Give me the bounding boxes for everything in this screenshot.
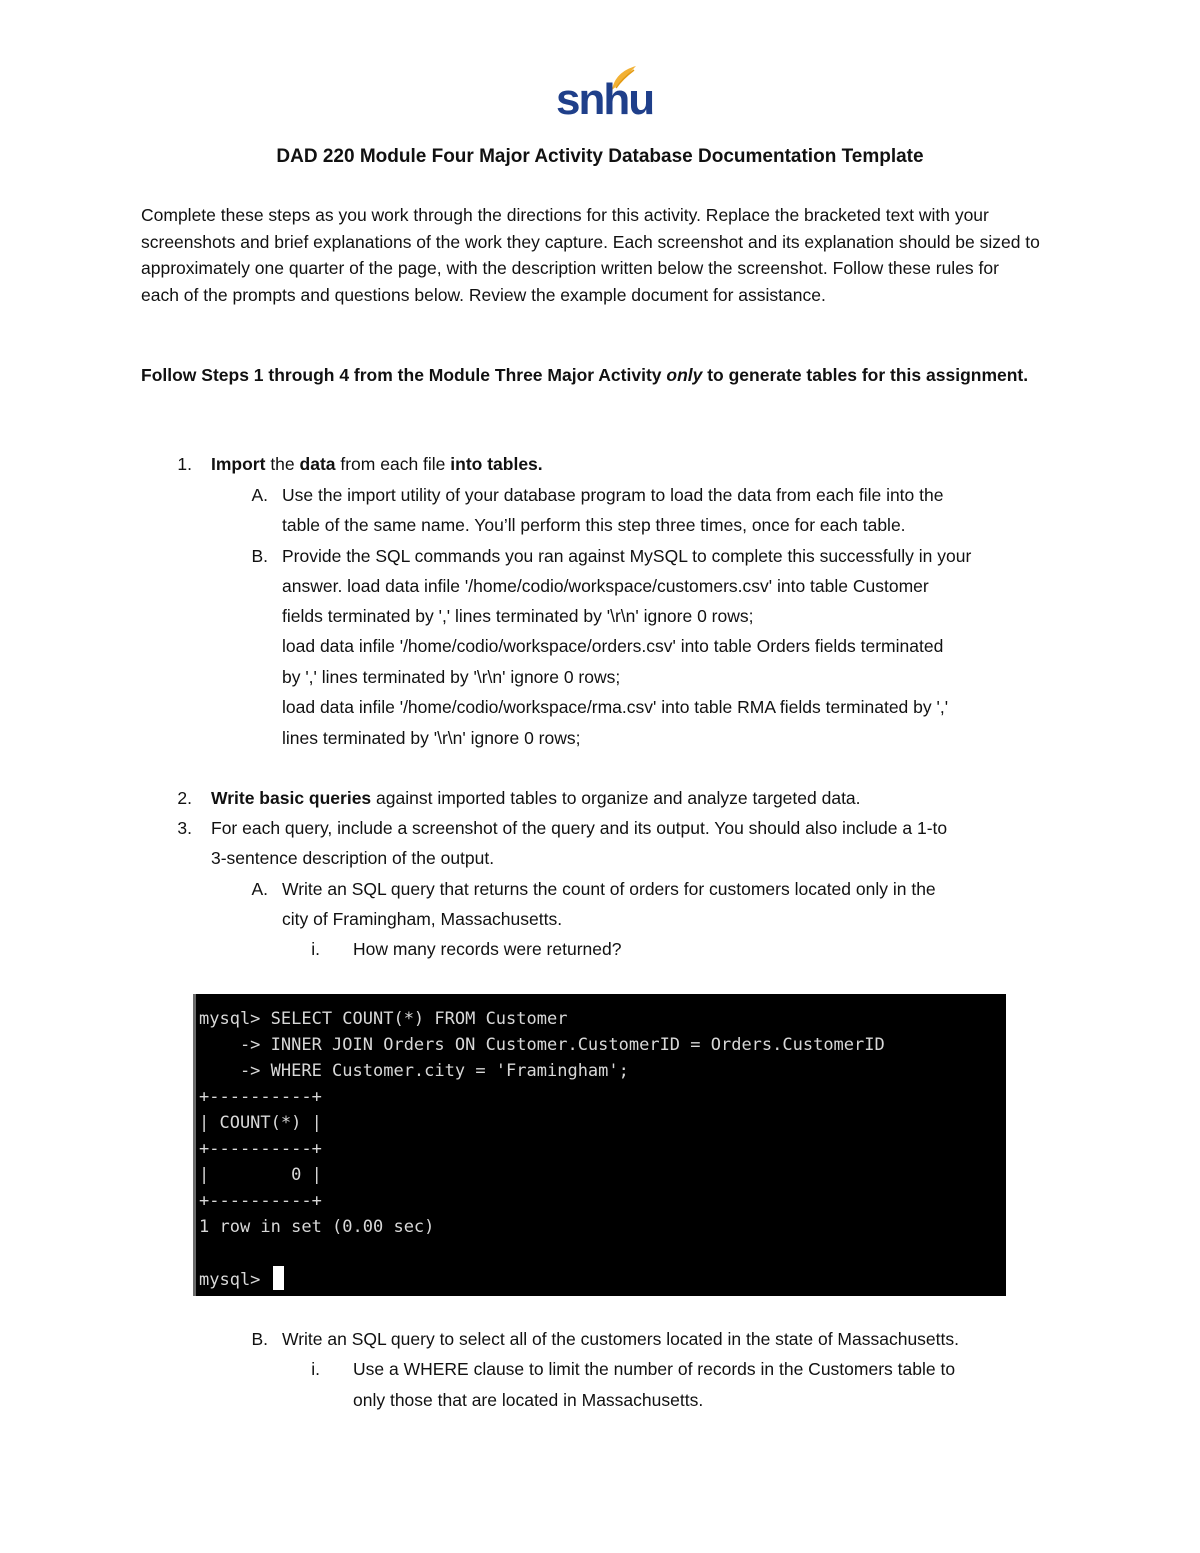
terminal-line: | 0 | (199, 1165, 322, 1185)
step-3a-line-1: Write an SQL query that returns the count of orders for customers located only in the (282, 879, 936, 899)
step-3a-i-marker: i. (311, 939, 320, 959)
step-2-text (211, 783, 861, 813)
terminal-line: +----------+ (199, 1191, 322, 1211)
step-1a-marker: A. (251, 485, 268, 505)
step-1-mid-1: the (265, 454, 300, 474)
step-1b-line-1: Provide the SQL commands you ran against MySQL to complete this successfully in your (282, 546, 972, 566)
logo-wordmark: snhu (556, 75, 654, 124)
step-3a-i-text: How many records were returned? (353, 939, 622, 959)
step-3a-line-2: city of Framingham, Massachusetts. (282, 909, 563, 929)
step-2-rest: against imported tables to organize and analyze targeted data. (371, 788, 861, 808)
step-2-bold: Write basic queries (211, 788, 372, 808)
step-2-marker: 2. (177, 788, 192, 808)
follow-text-before: Follow Steps 1 through 4 from the Module Three Major Activity (141, 365, 667, 385)
step-1-text (211, 449, 543, 479)
follow-text-after: to generate tables for this assignment. (702, 365, 1029, 385)
step-3-line-1: For each query, include a screenshot of the query and its output. You should also include a 1-to (211, 818, 948, 838)
step-1-bold-tables: into tables. (450, 454, 543, 474)
step-3-marker: 3. (177, 818, 192, 838)
terminal-line: -> INNER JOIN Orders ON Customer.CustomerID = Orders.CustomerID (199, 1035, 885, 1055)
step-1b-line-4: load data infile '/home/codio/workspace/orders.csv' into table Orders fields terminated (282, 636, 944, 656)
intro-paragraph: Complete these steps as you work through the directions for this activity. Replace the bracketed text with your screenshots and brief explanations of the work they capture. Each screenshot and its explanation should be sized to approximately one quarter of the page, with the description written below the screenshot. Follow these rules for each of the prompts and questions below. Review the example document for assistance. (141, 205, 1040, 305)
terminal-line: +----------+ (199, 1087, 322, 1107)
terminal-line: +----------+ (199, 1139, 322, 1159)
follow-emphasis: only (666, 365, 703, 385)
step-1a-line-2: table of the same name. You’ll perform this step three times, once for each table. (282, 515, 906, 535)
terminal-cursor (273, 1266, 284, 1290)
step-1-bold-data: data (299, 454, 336, 474)
follow-steps-instruction (141, 361, 1041, 391)
terminal-line: | COUNT(*) | (199, 1113, 322, 1133)
step-1b-line-3: fields terminated by ',' lines terminated by '\r\n' ignore 0 rows; (282, 606, 754, 626)
step-3b-line-1: Write an SQL query to select all of the customers located in the state of Massachusetts. (282, 1329, 959, 1349)
step-3b-i-line-1: Use a WHERE clause to limit the number of records in the Customers table to (353, 1359, 956, 1379)
step-3a-marker: A. (251, 879, 268, 899)
step-1b-line-6: load data infile '/home/codio/workspace/rma.csv' into table RMA fields terminated by ',' (282, 697, 949, 717)
terminal-line: mysql> SELECT COUNT(*) FROM Customer (199, 1009, 568, 1029)
terminal-line: 1 row in set (0.00 sec) (199, 1217, 435, 1237)
step-1b-marker: B. (251, 546, 268, 566)
step-1b-line-7: lines terminated by '\r\n' ignore 0 rows; (282, 728, 581, 748)
step-3-line-2: 3-sentence description of the output. (211, 848, 495, 868)
terminal-prompt-line (199, 1266, 284, 1293)
step-1-marker: 1. (177, 454, 192, 474)
step-1b-line-2: answer. load data infile '/home/codio/workspace/customers.csv' into table Customer (282, 576, 929, 596)
step-1a-line-1: Use the import utility of your database program to load the data from each file into the (282, 485, 944, 505)
terminal-line: -> WHERE Customer.city = 'Framingham'; (199, 1061, 629, 1081)
step-1-mid-2: from each file (335, 454, 451, 474)
step-3b-i-marker: i. (311, 1359, 320, 1379)
document-title: DAD 220 Module Four Major Activity Database Documentation Template (276, 146, 924, 167)
step-1b-line-5: by ',' lines terminated by '\r\n' ignore 0 rows; (282, 667, 621, 687)
terminal-prompt: mysql> (199, 1270, 271, 1290)
step-1-bold-import: Import (211, 454, 266, 474)
step-3b-marker: B. (251, 1329, 268, 1349)
step-3b-i-line-2: only those that are located in Massachusetts. (353, 1390, 704, 1410)
mysql-terminal-screenshot (193, 994, 1006, 1296)
snhu-logo (556, 64, 654, 126)
